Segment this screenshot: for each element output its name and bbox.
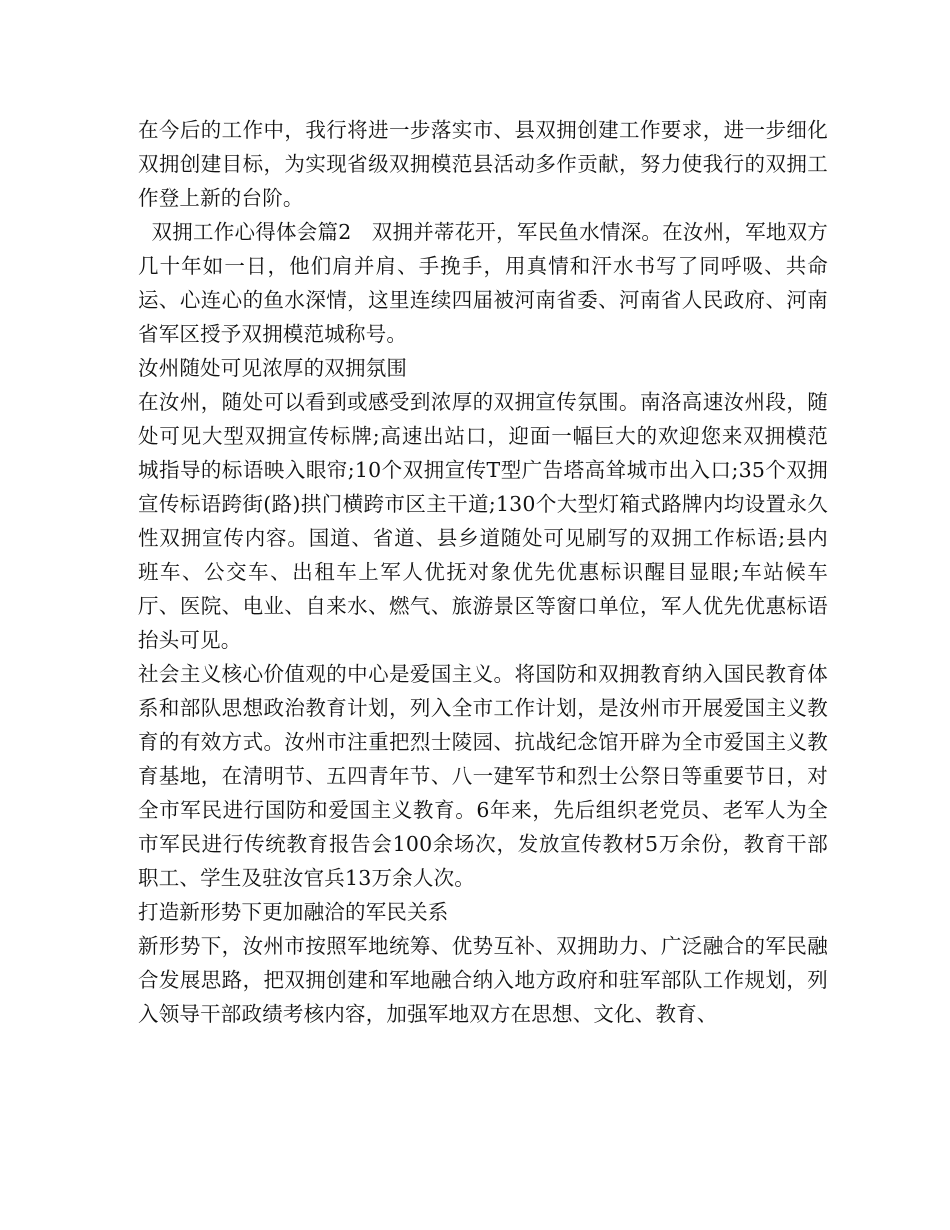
section-heading-relations: 打造新形势下更加融洽的军民关系	[138, 900, 449, 924]
closing-paragraph: 在今后的工作中，我行将进一步落实市、县双拥创建工作要求，进一步细化双拥创建目标，为实现省级双拥模范县活动多作贡献，努力使我行的双拥工作登上新的台阶。	[138, 118, 828, 210]
section-heading-atmosphere: 汝州随处可见浓厚的双拥氛围	[138, 356, 408, 380]
relations-paragraph: 新形势下，汝州市按照军地统筹、优势互补、双拥助力、广泛融合的军民融合发展思路，把双拥创建和军地融合纳入地方政府和驻军部队工作规划，列入领导干部政绩考核内容，加强军地双方在思想、文化、教育、	[138, 934, 828, 1026]
atmosphere-paragraph: 在汝州，随处可以看到或感受到浓厚的双拥宣传氛围。南洛高速汝州段，随处可见大型双拥宣传标牌;高速出站口，迎面一幅巨大的欢迎您来双拥模范城指导的标语映入眼帘;10个双拥宣传T型广告塔高耸城市出入口;35个双拥宣传标语跨街(路)拱门横跨市区主干道;130个大型灯箱式路牌内均设置永久性双拥宣传内容。国道、省道、县乡道随处可见刷写的双拥工作标语;县内班车、公交车、出租车上军人优抚对象优先优惠标识醒目显眼;车站候车厅、医院、电业、自来水、燃气、旅游景区等窗口单位，军人优先优惠标语抬头可见。	[138, 390, 828, 652]
intro-paragraph: 双拥工作心得体会篇2 双拥并蒂花开，军民鱼水情深。在汝州，军地双方几十年如一日，他们肩并肩、手挽手，用真情和汗水书写了同呼吸、共命运、心连心的鱼水深情，这里连续四届被河南省委、河南省人民政府、河南省军区授予双拥模范城称号。	[138, 220, 829, 346]
document-body	[138, 113, 828, 1031]
patriotism-paragraph: 社会主义核心价值观的中心是爱国主义。将国防和双拥教育纳入国民教育体系和部队思想政治教育计划，列入全市工作计划，是汝州市开展爱国主义教育的有效方式。汝州市注重把烈士陵园、抗战纪念馆开辟为全市爱国主义教育基地，在清明节、五四青年节、八一建军节和烈士公祭日等重要节日，对全市军民进行国防和爱国主义教育。6年来，先后组织老党员、老军人为全市军民进行传统教育报告会100余场次，发放宣传教材5万余份，教育干部职工、学生及驻汝官兵13万余人次。	[138, 662, 828, 890]
